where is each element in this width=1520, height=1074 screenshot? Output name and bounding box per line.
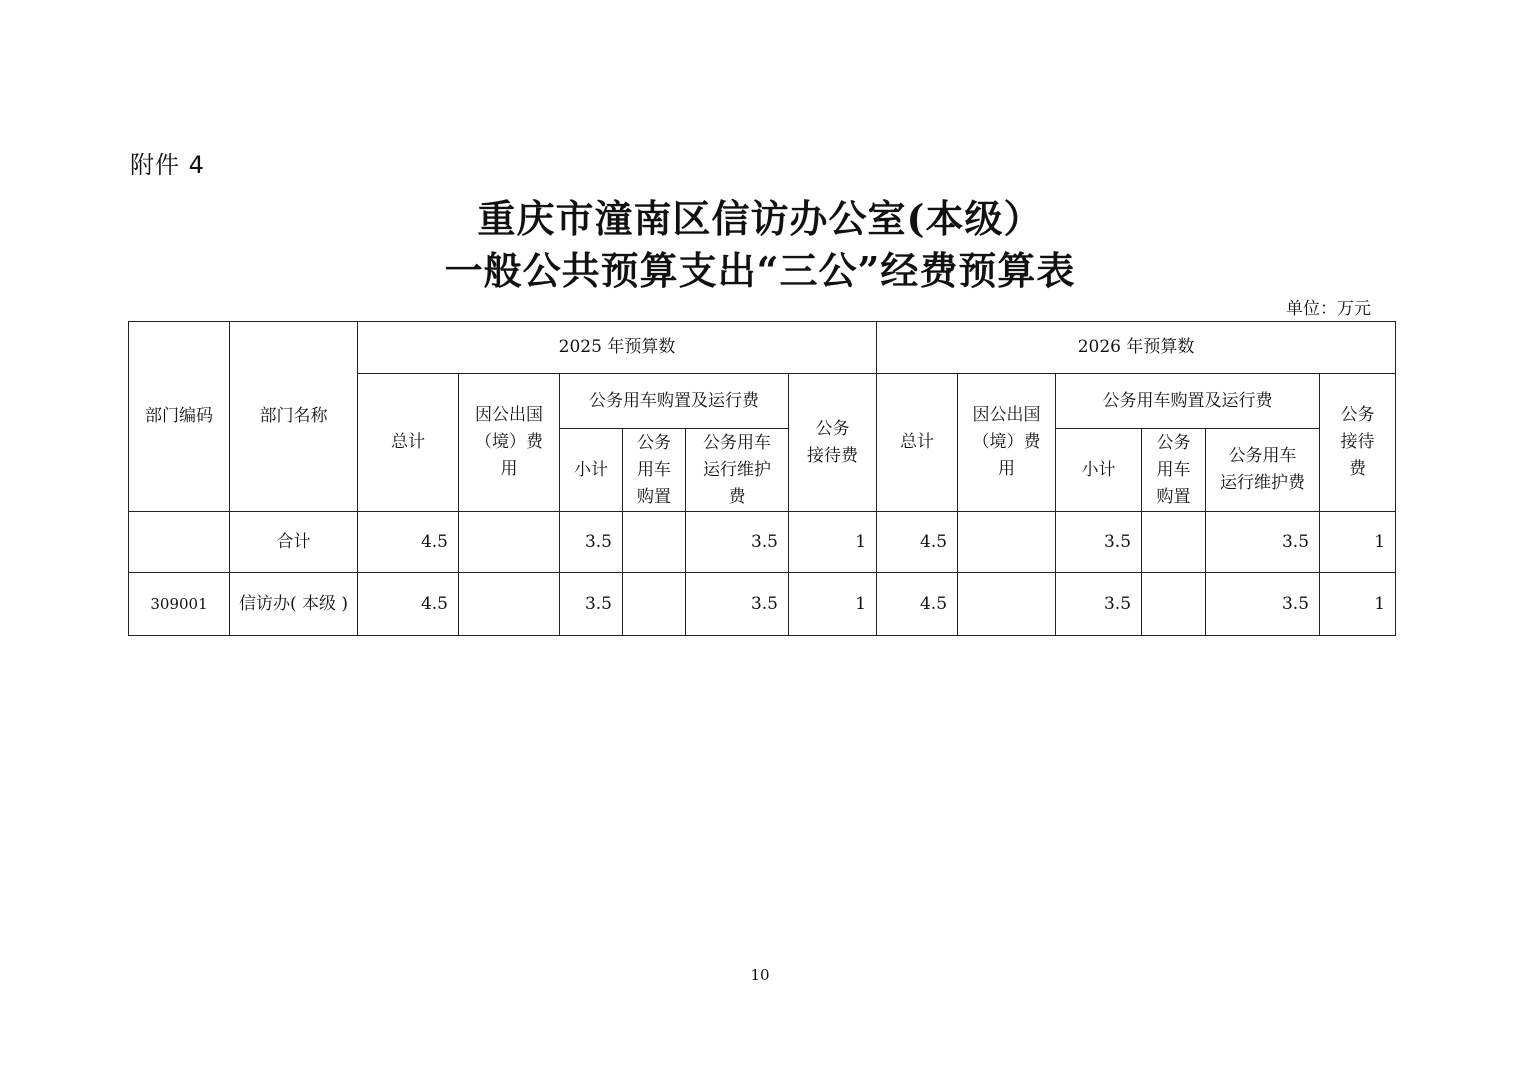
- header-2026-maintenance-line1: 公务用车: [1228, 446, 1297, 466]
- cell-2026-maintenance: 3.5: [1206, 573, 1320, 636]
- header-2026-abroad-line3: 用: [998, 459, 1016, 479]
- cell-2026-maintenance: 3.5: [1206, 512, 1320, 573]
- header-2026-abroad-line1: 因公出国: [972, 405, 1041, 425]
- cell-2025-purchase: [623, 573, 686, 636]
- cell-2025-maintenance: 3.5: [686, 573, 789, 636]
- cell-2025-maintenance: 3.5: [686, 512, 789, 573]
- header-2025-maintenance-line2: 运行维护: [703, 459, 771, 480]
- cell-2026-abroad: [958, 573, 1056, 636]
- row-dept-code: 309001: [129, 573, 230, 636]
- header-2025-maintenance: [686, 429, 789, 512]
- header-2025-maintenance-line3: 费: [728, 486, 746, 507]
- header-2025-purchase-line1: 公务: [637, 432, 671, 453]
- header-2025-purchase-line3: 购置: [637, 486, 671, 507]
- header-2025-reception-line2: 接待费: [807, 445, 858, 466]
- header-2026-purchase-line1: 公务: [1156, 432, 1191, 453]
- header-2026-subtotal: 小计: [1056, 429, 1142, 512]
- header-2026-abroad: [958, 374, 1056, 512]
- header-2025-total: 总计: [358, 374, 459, 512]
- row-dept-code: [129, 512, 230, 573]
- page-title-line1: 重庆市潼南区信访办公室(本级）: [477, 196, 1043, 241]
- header-2025-subtotal: 小计: [560, 429, 623, 512]
- header-2026-reception-line3: 费: [1349, 459, 1367, 479]
- header-2026-abroad-line2: （境）费: [972, 432, 1041, 452]
- header-2026-budget: 2026 年预算数: [877, 322, 1396, 374]
- header-2026-reception-line1: 公务: [1340, 405, 1375, 425]
- page-number: 10: [750, 966, 770, 984]
- page-title-line2: 一般公共预算支出“三公”经费预算表: [444, 248, 1076, 293]
- header-2025-vehicle: 公务用车购置及运行费: [560, 374, 789, 429]
- header-2025-abroad-line1: 因公出国: [475, 405, 543, 425]
- attachment-label: 附件 4: [130, 151, 205, 179]
- header-2026-purchase-line3: 购置: [1156, 486, 1191, 507]
- header-2026-purchase-line2: 用车: [1156, 459, 1191, 480]
- unit-label: 单位：万元: [1286, 299, 1371, 319]
- cell-2026-subtotal: 3.5: [1056, 573, 1142, 636]
- header-2025-purchase: [623, 429, 686, 512]
- header-2026-maintenance-line2: 运行维护费: [1220, 473, 1306, 493]
- cell-2025-subtotal: 3.5: [560, 512, 623, 573]
- budget-table: [128, 321, 1396, 636]
- header-2025-reception: [789, 374, 877, 512]
- cell-2026-purchase: [1142, 573, 1206, 636]
- header-2026-purchase: [1142, 429, 1206, 512]
- header-2026-maintenance: [1206, 429, 1320, 512]
- header-2025-purchase-line2: 用车: [637, 459, 671, 480]
- cell-2025-total: 4.5: [358, 573, 459, 636]
- row-dept-name: 合计: [230, 512, 358, 573]
- cell-2025-reception: 1: [789, 512, 877, 573]
- cell-2026-total: 4.5: [877, 573, 958, 636]
- header-2025-abroad: [459, 374, 560, 512]
- cell-2025-purchase: [623, 512, 686, 573]
- header-dept-code: 部门编码: [129, 322, 230, 512]
- cell-2026-total: 4.5: [877, 512, 958, 573]
- table-row: [129, 573, 1396, 636]
- header-2026-reception-line2: 接待: [1340, 432, 1375, 452]
- header-2025-maintenance-line1: 公务用车: [703, 432, 771, 453]
- header-2026-total: 总计: [877, 374, 958, 512]
- cell-2025-reception: 1: [789, 573, 877, 636]
- table-row: [129, 512, 1396, 573]
- header-2026-reception: [1320, 374, 1396, 512]
- header-2025-abroad-line3: 用: [500, 459, 518, 479]
- cell-2025-subtotal: 3.5: [560, 573, 623, 636]
- header-2026-vehicle: 公务用车购置及运行费: [1056, 374, 1320, 429]
- cell-2025-abroad: [459, 512, 560, 573]
- cell-2025-total: 4.5: [358, 512, 459, 573]
- cell-2026-reception: 1: [1320, 512, 1396, 573]
- header-2025-budget: 2025 年预算数: [358, 322, 877, 374]
- row-dept-name: 信访办( 本级 ): [230, 573, 358, 636]
- cell-2025-abroad: [459, 573, 560, 636]
- header-dept-name: 部门名称: [230, 322, 358, 512]
- cell-2026-abroad: [958, 512, 1056, 573]
- cell-2026-purchase: [1142, 512, 1206, 573]
- header-2025-reception-line1: 公务: [815, 418, 850, 439]
- cell-2026-reception: 1: [1320, 573, 1396, 636]
- cell-2026-subtotal: 3.5: [1056, 512, 1142, 573]
- header-2025-abroad-line2: （境）费: [475, 432, 543, 452]
